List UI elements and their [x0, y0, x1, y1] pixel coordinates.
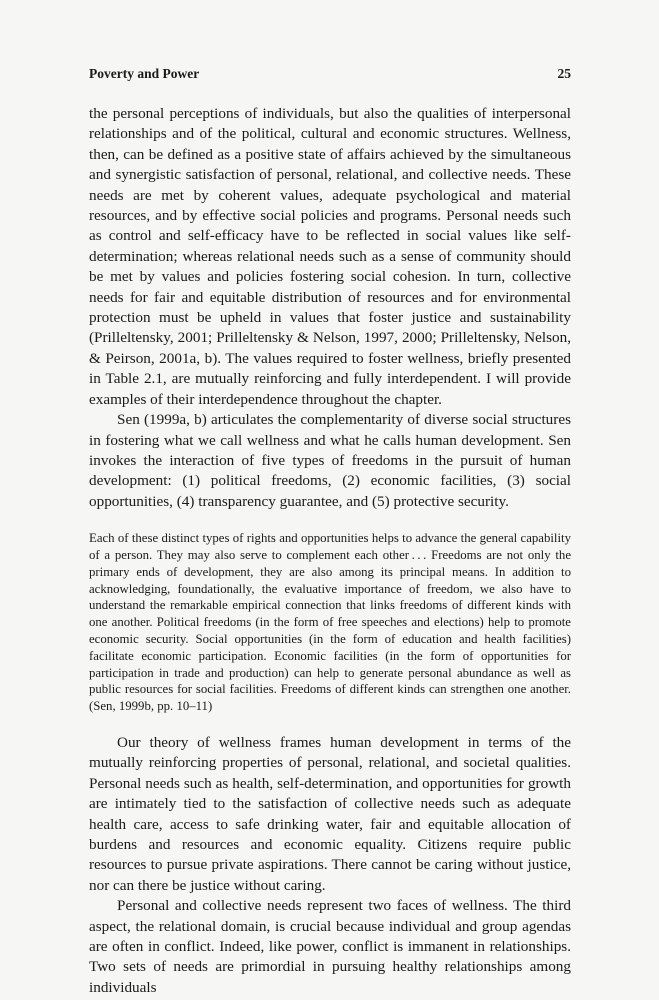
running-header — [89, 66, 571, 82]
paragraph-sen: Sen (1999a, b) articulates the complementarity of diverse social structures in fostering what we call wellness and what he calls human development. Sen invokes the interaction of five types of freedoms in the pursuit of human development: (1) political freedoms, (2) economic facilities, (3) social opportunities, (4) transparency guarantee, and (5) protective security. — [89, 411, 571, 510]
paragraph-theory: Our theory of wellness frames human development in terms of the mutually reinforcing properties of personal, relational, and societal qualities. Personal needs such as health, self-determination, and opportunities for growth are intimately tied to the satisfaction of collective needs such as adequate health care, access to safe drinking water, fair and equitable allocation of burdens and resources and economic equality. Citizens require public resources to pursue private aspirations. There cannot be caring without justice, nor can there be justice without caring. — [89, 733, 571, 894]
block-quote: Each of these distinct types of rights and opportunities helps to advance the general capability of a person. They may also serve to complement each other . . . Freedoms are not only the primary ends of development, they are also among its principal means. In addition to acknowledging, foundationally, the evaluative importance of freedom, we also have to understand the remarkable empirical connection that links freedoms of different kinds with one another. Political freedoms (in the form of free speeches and elections) help to promote economic security. Social opportunities (in the form of education and health facilities) facilitate economic participation. Economic facilities (in the form of opportunities for participation in trade and production) can help to generate personal abundance as well as public resources for social facilities. Freedoms of different kinds can strengthen one another. (Sen, 1999b, pp. 10–11) — [89, 531, 571, 714]
paragraph-continuation: the personal perceptions of individuals, but also the qualities of interpersonal relationships and of the political, cultural and economic structures. Wellness, then, can be defined as a positive state of affairs achieved by the simultaneous and synergistic satisfaction of personal, relational, and collective needs. These needs are met by coherent values, adequate psychological and material resources, and by effective social policies and programs. Personal needs such as control and self-efficacy have to be reflected in social values like self-determination; whereas relational needs such as a sense of community should be met by values and policies fostering social cohesion. In turn, collective needs for fair and equitable distribution of resources and for environmental protection must be upheld in values that foster justice and sustainability (Prilleltensky, 2001; Prilleltensky & Nelson, 1997, 2000; Prilleltensky, Nelson, & Peirson, 2001a, b). The values required to foster wellness, briefly presented in Table 2.1, are mutually reinforcing and fully interdependent. I will provide examples of their interdependence throughout the chapter. — [89, 105, 571, 408]
running-title: Poverty and Power — [89, 66, 200, 81]
body-text — [89, 104, 571, 998]
page-number: 25 — [557, 66, 571, 81]
paragraph-needs: Personal and collective needs represent two faces of wellness. The third aspect, the relational domain, is crucial because individual and group agendas are often in conflict. Indeed, like power, conflict is immanent in relationships. Two sets of needs are primordial in pursuing healthy relationships among individuals — [89, 897, 571, 996]
